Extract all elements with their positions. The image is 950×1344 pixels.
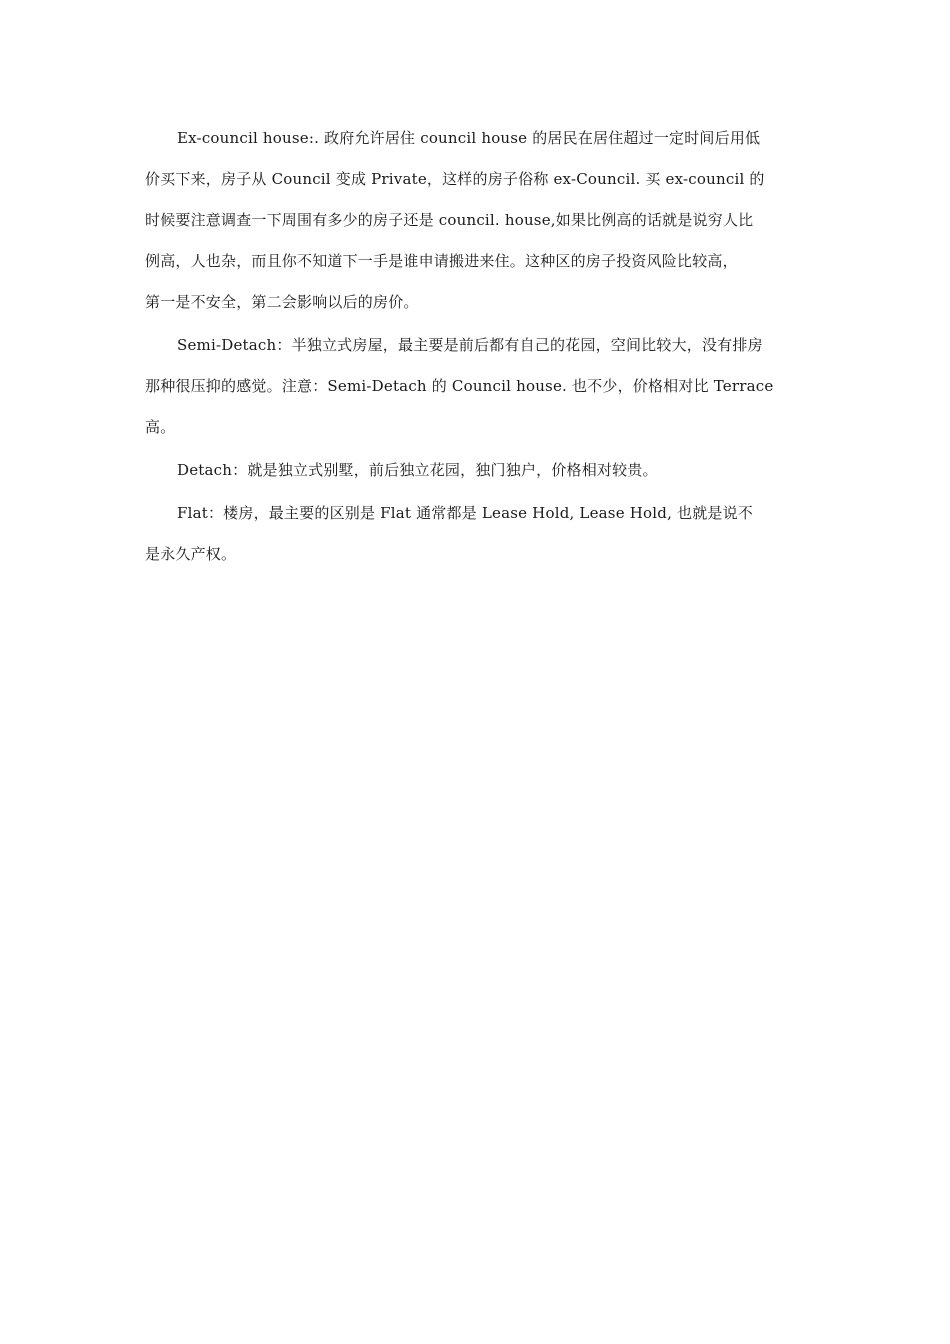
text-line: 时候要注意调查一下周围有多少的房子还是 council. house,如果比例高的话就是说穷人比 (145, 211, 754, 229)
text-line: Semi-Detach：半独立式房屋，最主要是前后都有自己的花园，空间比较大，没有排房 (177, 336, 763, 354)
text-line: 高。 (145, 418, 176, 436)
text-line: Detach：就是独立式别墅，前后独立花园，独门独户，价格相对较贵。 (177, 461, 658, 479)
text-line: Ex-council house:. 政府允许居住 council house 的居民在居住超过一定时间后用低 (177, 129, 761, 147)
paragraph-ex-council (145, 118, 807, 323)
text-line: 是永久产权。 (145, 545, 237, 563)
text-line: 价买下来，房子从 Council 变成 Private，这样的房子俗称 ex-Council. 买 ex-council 的 (145, 170, 765, 188)
text-line: 那种很压抑的感觉。注意：Semi-Detach 的 Council house. 也不少，价格相对比 Terrace (145, 377, 774, 395)
text-line: 第一是不安全，第二会影响以后的房价。 (145, 293, 419, 311)
document-body (145, 118, 807, 577)
paragraph-flat (145, 493, 807, 575)
paragraph-semi-detach (145, 325, 807, 448)
text-line: 例高，人也杂，而且你不知道下一手是谁申请搬进来住。这种区的房子投资风险比较高， (145, 252, 738, 270)
text-line: Flat：楼房，最主要的区别是 Flat 通常都是 Lease Hold, Lease Hold, 也就是说不 (177, 504, 753, 522)
paragraph-detach (145, 450, 807, 491)
